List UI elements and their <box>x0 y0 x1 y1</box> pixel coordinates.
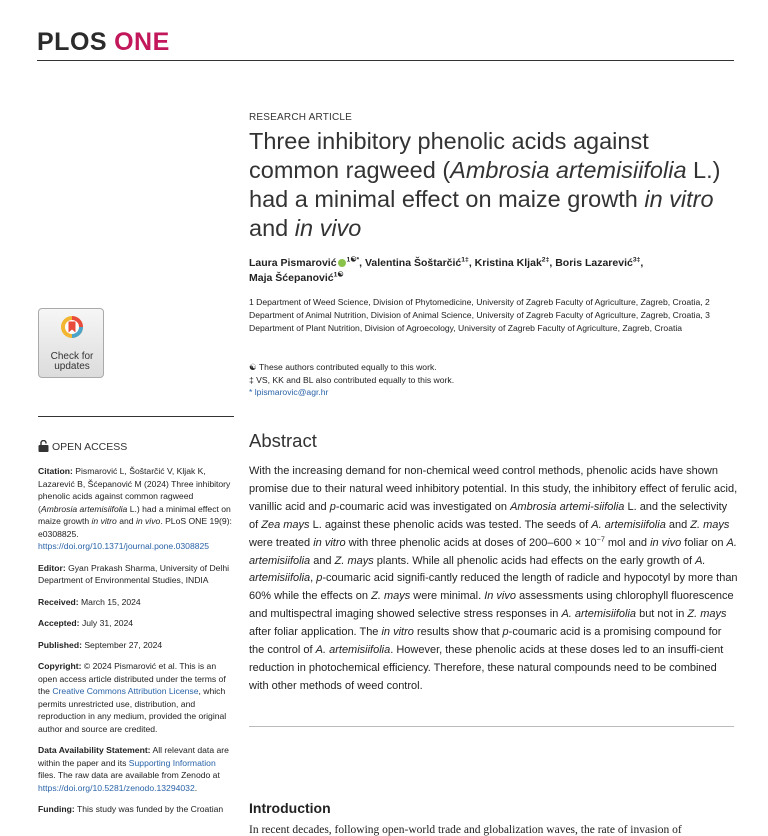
citation: Citation: Pismarović L, Šoštarčić V, Kljak K, Lazarević B, Šćepanović M (2024) Three inhibitory phenolic acids against common ragweed (Ambrosia artemisiifolia L.) had a minimal effect on maize growth in vitro and in vivo. PLoS ONE 19(9): e0308825. https://doi.org/10.1371/journal.pone.0308825 <box>38 466 232 551</box>
editor: Editor: Gyan Prakash Sharma, University of Delhi Department of Environmental Studies, INDIA <box>38 562 230 585</box>
data-availability: Data Availability Statement: All relevant data are within the paper and its Supporting Information files. The raw data are available from Zenodo at https://doi.org/10.5281/zenodo.13294032. <box>38 745 229 793</box>
author[interactable]: Maja Šćepanović$^{1☯}$ <box>249 271 344 284</box>
citation-doi-link[interactable]: https://doi.org/10.1371/journal.pone.0308825 <box>38 541 210 551</box>
abstract-heading: Abstract <box>249 430 317 451</box>
left-column-rule <box>38 416 234 417</box>
check-for-updates-icon <box>60 315 84 339</box>
open-access-text: OPEN ACCESS <box>52 441 128 453</box>
badge-line2: updates <box>54 361 90 372</box>
badge-line1: Check for <box>50 351 94 362</box>
introduction-heading: Introduction <box>249 800 331 816</box>
author[interactable]: Valentina Šoštarčić$^{1\ddagger}$ <box>364 256 469 269</box>
orcid-icon[interactable] <box>338 259 346 267</box>
author[interactable]: Laura Pismarović $^{1☯*}$ <box>249 256 360 269</box>
corresponding-email-link[interactable]: * lpismarovic@agr.hr <box>249 387 329 397</box>
published-date: Published: September 27, 2024 <box>38 639 163 650</box>
zenodo-doi-link[interactable]: https://doi.org/10.5281/zenodo.13294032 <box>38 782 195 793</box>
logo-one: ONE <box>114 28 170 56</box>
received-date: Received: March 15, 2024 <box>38 596 141 607</box>
copyright: Copyright: © 2024 Pismarović et al. This is an open access article distributed under the terms of the Creative Commons Attribution License, which permits unrestricted use, distribution, and reproduction in any medium, provided the original author and source are credited. <box>38 661 227 734</box>
author-list: Laura Pismarović $^{1☯*}$, Valentina Šoštarčić$^{1\ddagger}$, Kristina Kljak$^{2\ddagger}$, Boris Lazarević$^{3\ddagger}$, Maja Šćepanović$^{1☯}$ <box>249 256 644 284</box>
funding: Funding: This study was funded by the Croatian <box>38 804 224 814</box>
introduction-text: In recent decades, following open-world trade and globalization waves, the rate of invasion of <box>249 824 682 836</box>
affiliations: 1 Department of Weed Science, Division of Phytomedicine, University of Zagreb Faculty of Agriculture, Zagreb, Croatia, 2 Department of Animal Nutrition, Division of Animal Science, University of Zagreb Faculty of Agriculture, Zagreb, Croatia, 3 Department of Plant Nutrition, Division of Agroecology, University of Zagreb Faculty of Agriculture, Zagreb, Croatia <box>249 297 710 333</box>
check-for-updates-badge[interactable] <box>38 308 104 378</box>
abstract-text: With the increasing demand for non-chemical weed control methods, phenolic acids have shown promise due to their natural weed inhibitory potential. In this study, the inhibitory effect of ferulic acid, vanillic acid and p-coumaric acid was investigated on Ambrosia artemi-siifolia L. and the selectivity of Zea mays L. against these phenolic acids was tested. The seeds of A. artemisiifolia and Z. mays were treated in vitro with three phenolic acids at doses of $200-600 \times 10^{-7}$ mol and in vivo foliar on A. artemisiifolia and Z. mays plants. While all phenolic acids had effects on the early growth of A. artemisiifolia, p-coumaric acid signifi-cantly reduced the length of radicle and hypocotyl by more than 60% while the effects on Z. mays were minimal. In vivo assessments using chlorophyll fluorescence and multispectral imaging showed selective stress responses in A. artemisiifolia but not in Z. mays after foliar application. The in vitro results show that p-coumaric acid is a promising compound for the control of A. artemisiifolia. However, these phenolic acids at these doses led to an insuffi-cient reduction in photochemical efficiency. Therefore, these natural compounds need to be combined with other methods of weed control. <box>249 465 738 692</box>
journal-logo[interactable] <box>37 28 170 57</box>
license-link[interactable]: Creative Commons Attribution License <box>52 686 199 696</box>
header-rule <box>37 60 734 61</box>
author[interactable]: Kristina Kljak$^{2\ddagger}$ <box>474 256 550 269</box>
article-type: RESEARCH ARTICLE <box>249 112 353 123</box>
also-contributed-note: ‡ VS, KK and BL also contributed equally to this work. <box>249 374 455 385</box>
accepted-date: Accepted: July 31, 2024 <box>38 618 134 628</box>
article-metadata <box>38 465 234 825</box>
badge-text <box>39 352 105 372</box>
open-lock-icon <box>38 440 49 452</box>
article-title: Three inhibitory phenolic acids against common ragweed (Ambrosia artemisiifolia L.) had a minimal effect on maize growth in vitro and in vivo <box>249 128 721 241</box>
supporting-info-link[interactable]: Supporting Information <box>128 757 216 768</box>
abstract-rule <box>249 726 734 727</box>
author-notes <box>249 361 739 399</box>
equal-contribution-note: ☯ These authors contributed equally to this work. <box>249 362 437 372</box>
author[interactable]: Boris Lazarević$^{3\ddagger}$ <box>555 256 641 269</box>
open-access-label <box>38 440 127 453</box>
logo-plos: PLOS <box>37 28 108 56</box>
